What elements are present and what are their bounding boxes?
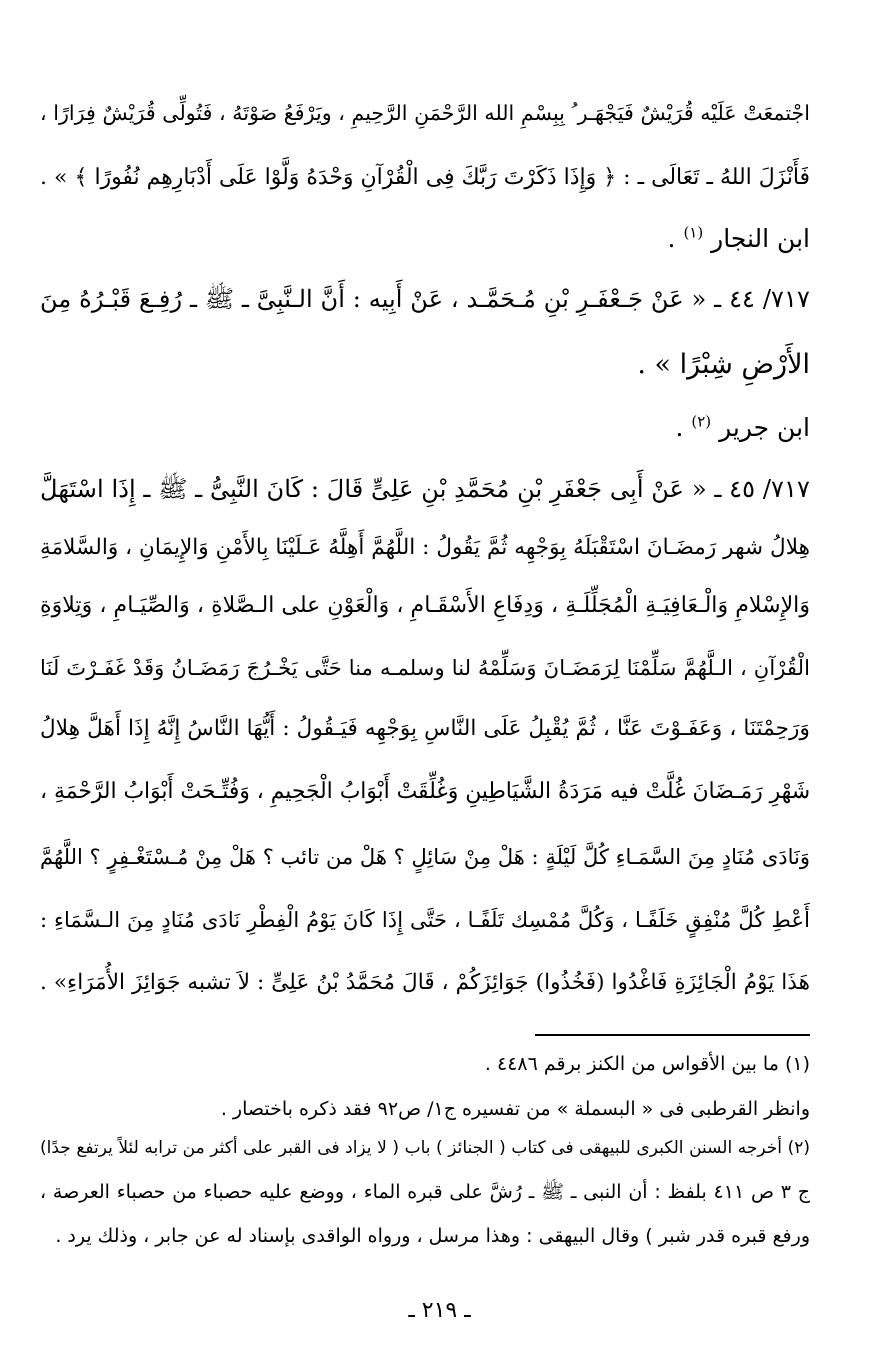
source-name: ابن النجار — [711, 224, 810, 253]
hadith-717-45-line-6: شَهْرِ رَمَـضَانَ غُلَّتْ فيه مَرَدَةُ الشَّيَاطِينِ وَغُلِّقَتْ أَبْوَابُ الْجَحِيمِ ، وَفُتِّـحَتْ أَبْوَابُ الرَّحْمَةِ ، — [40, 779, 810, 804]
footnote-1-line-1: (١) ما بين الأقواس من الكنز برقم ٤٤٨٦ . — [484, 1053, 810, 1075]
text-line-1: اجْتمعَتْ عَلَيْه قُرَيْشٌ فَيَجْهَـر ُ بِبِسْمِ الله الرَّحْمَنِ الرَّحِيمِ ، ويَرْفَعُ صَوْتَهُ ، فَتُولِّى قُرَيْشٌ فِرَارًا ، — [40, 101, 810, 125]
footnote-1-line-2: وانظر القرطبى فى « البسملة » من تفسيره ج١/ ص٩٢ فقد ذكره باختصار . — [220, 1098, 810, 1120]
source-period: . — [667, 224, 676, 253]
hadith-717-45-line-9: هَذَا يَوْمُ الْجَائِزَةِ فَاغْدُوا (فَخُذُوا) جَوَائِزَكُمْ ، قَالَ مُحَمَّدُ بْنُ عَلِىٍّ : لاَ تشبه جَوَائِزَ الأُمَرَاءِ» . — [40, 970, 810, 995]
source-name: ابن جرير — [719, 413, 810, 442]
page-number: ـ ٢١٩ ـ — [408, 1298, 471, 1323]
hadith-717-45-line-4: الْقُرْآنِ ، الـلَّهُمَّ سَلِّمْنَا لِرَمَضَـانَ وَسَلِّمْهُ لنا وسلمـه منا حَتَّى يَخْـرُجَ رَمَضَـانُ وَقَدْ غَفَـرْتَ لَنَا — [40, 655, 810, 680]
text-line-2: فَأَنْزَلَ اللهُ ـ تَعَالَى ـ : ﴿ وَإِذَا ذَكَرْتَ رَبَّكَ فِى الْقُرْآنِ وَحْدَهُ وَلَّوْا عَلَى أَدْبَارِهِم نُفُورًا ﴾ » . — [40, 165, 810, 190]
footnote-2-line-2: ج ٣ ص ٤١١ بلفظ : أن النبى ـ ﷺ ـ رُشَّ على قبره الماء ، ووضع عليه حصباء من حصباء العرصة ، — [40, 1181, 810, 1203]
footnote-marker-1: (١) — [683, 223, 704, 242]
footnote-2-line-3: ورفع قبره قدر شبر ) وقال البيهقى : وهذا مرسل ، ورواه الواقدى بإسناد له عن جابر ، وذلك يرد . — [55, 1225, 810, 1247]
hadith-717-44-line-1: ٧١٧/ ٤٤ ـ « عَنْ جَـعْفَـرِ بْنِ مُـحَمَّـد ، عَنْ أَبِيه : أَنَّ الـنَّبِىَّ ـ ﷺ ـ رُفِـعَ قَبْـرُهُ مِنَ — [40, 285, 810, 313]
hadith-717-45-line-8: أَعْطِ كُلَّ مُنْفِقٍ خَلَفًـا ، وَكُلَّ مُمْسِك تَلَفًـا ، حَتَّى إِذَا كَانَ يَوْمُ الْفِطْرِ نَادَى مُنَادٍ مِنَ الـسَّمَاءِ : — [40, 907, 810, 932]
source-ibn-jarir — [40, 408, 810, 448]
hadith-717-45-line-2: هِلالُ شهر رَمضَـانَ اسْتَقْبَلَهُ بِوَجْهِه ثُمَّ يَقُولُ : اللَّهُمَّ أَهِلَّهُ عَـلَيْنَا بِالأَمْنِ وَالإِيمَانِ ، وَالسَّلامَةِ — [40, 535, 810, 560]
hadith-717-45-line-5: وَرَحِمْتَنَا ، وَعَفَـوْتَ عَنَّا ، ثُمَّ يُقْبِلُ عَلَى النَّاسِ بِوَجْهِه فَيَـقُولُ : أَيُّهَا النَّاسُ إِنَّهُ إِذَا أَهَلَّ هِلالُ — [40, 716, 810, 741]
footnote-2-line-1: (٢) أخرجه السنن الكبرى للبيهقى فى كتاب ( الجنائز ) باب ( لا يزاد فى القبر على أكثر من ترابه لئلاً يرتفع جدًا) — [40, 1138, 810, 1158]
hadith-717-45-line-7: وَنَادَى مُنَادٍ مِنَ السَّمَـاءِ كُلَّ لَيْلَةٍ : هَلْ مِنْ سَائِلٍ ؟ هَلْ من تائب ؟ هَلْ مِنْ مُـسْتَغْـفِرٍ ؟ اللَّهُمَّ — [40, 845, 810, 869]
source-period: . — [675, 413, 684, 442]
hadith-717-44-line-2: الأَرْضِ شِبْرًا » . — [637, 349, 810, 380]
source-ibn-al-najjar — [40, 219, 810, 259]
hadith-717-45-line-1: ٧١٧/ ٤٥ ـ « عَنْ أَبِى جَعْفَرِ بْنِ مُحَمَّدِ بْنِ عَلِىٍّ قَالَ : كَانَ النَّبِىُّ ـ ﷺ ـ إِذَا اسْتَهَلَّ — [40, 475, 810, 503]
footnote-marker-2: (٢) — [691, 412, 712, 431]
footnote-divider — [535, 1034, 810, 1036]
hadith-717-45-line-3: وَالإِسْلامِ وَالْـعَافِيَـةِ الْمُجَلِّلَـةِ ، وَدِفَاعِ الأَسْقَـامِ ، وَالْعَوْنِ على الـصَّلاةِ ، وَالصِّيَـامِ ، وَتِلاوَةِ — [40, 592, 810, 618]
